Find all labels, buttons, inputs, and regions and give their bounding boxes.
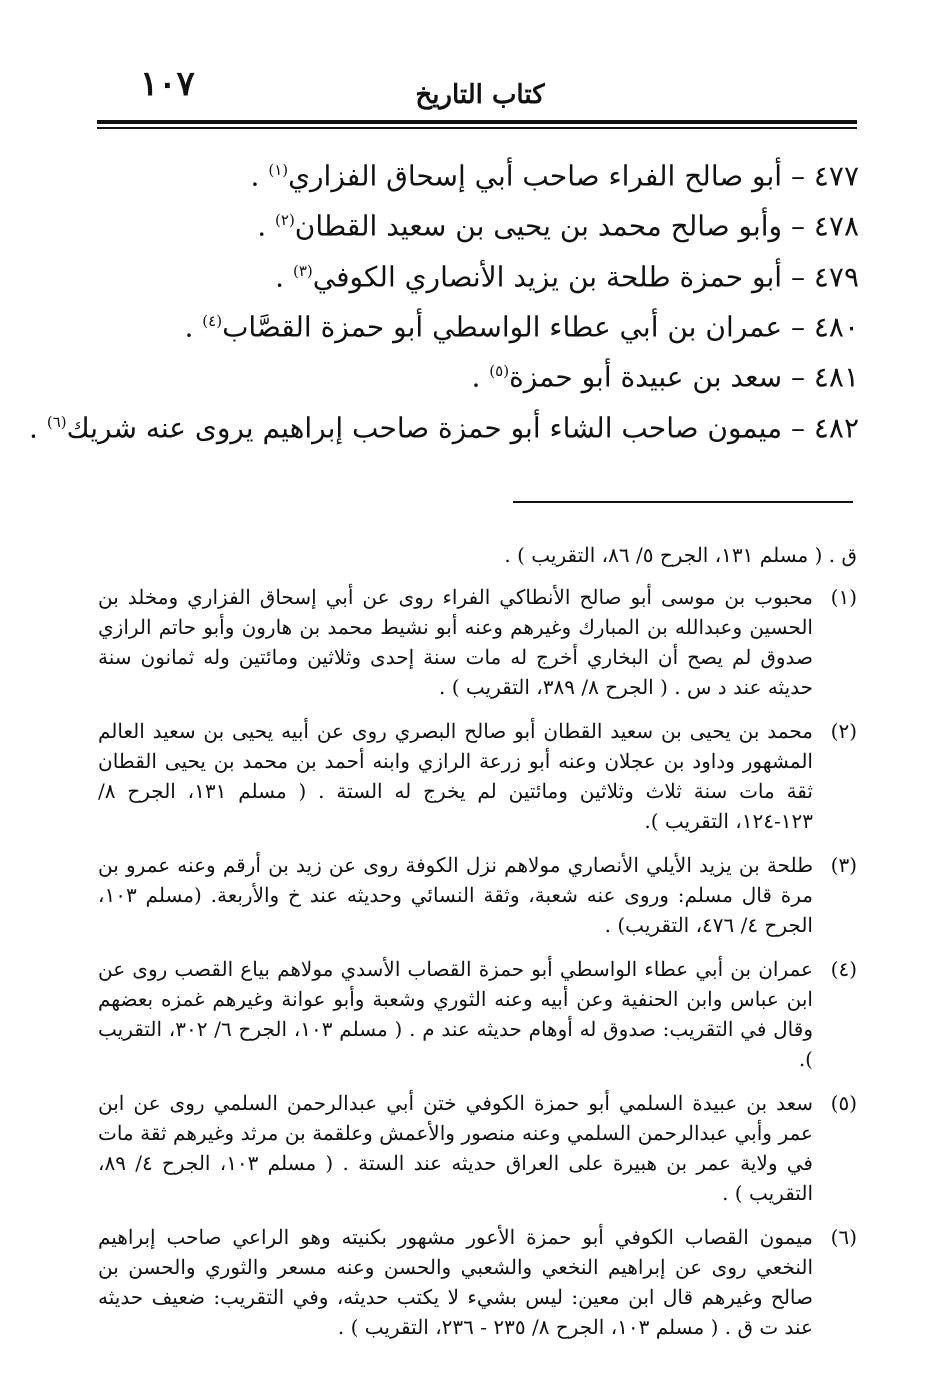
- footnote-text: محمد بن يحيى بن سعيد القطان أبو صالح البصري روى عن أبيه يحيى بن سعيد العالم المشهور وداود بن عجلان وعنه أبو زرعة الرازي وابنه أحمد بن محمد بن يحيى القطان ثقة مات سنة ثلاث وثلاثين ومائتين لم يخرج له الستة . ( مسلم ١٣١، الجرح ٨/ ١٢٣-١٢٤، التقريب ).: [98, 719, 813, 833]
- footnote-ref[interactable]: (٦): [46, 412, 67, 431]
- entry-text: أبو حمزة طلحة بن يزيد الأنصاري الكوفي: [312, 259, 783, 293]
- footnote-mark: (١): [830, 585, 857, 609]
- footnote-text: طلحة بن يزيد الأيلي الأنصاري مولاهم نزل الكوفة روى عن زيد بن أرقم وعنه عمرو بن مرة قال مسلم: وروى عنه شعبة، وثقة النسائي وحديثه عند خ والأربعة. (مسلم ١٠٣، الجرح ٤/ ٤٧٦، التقريب) .: [98, 853, 813, 937]
- footnote-ref[interactable]: (٥): [489, 362, 510, 381]
- footnote-5: [98, 1088, 857, 1208]
- entry-number: ٤٧٩: [813, 259, 859, 293]
- entry-text: أبو صالح الفراء صاحب أبي إسحاق الفزاري: [288, 159, 783, 193]
- entry-text: عمران بن أبي عطاء الواسطي أبو حمزة القصَّاب: [222, 310, 783, 344]
- header-rule-thin: [97, 127, 857, 129]
- footnote-6: [98, 1222, 857, 1342]
- entry-number: ٤٧٧: [813, 159, 859, 193]
- entry-482: ٤٨٢ – ميمون صاحب الشاء أبو حمزة صاحب إبراهيم يروى عنه شريك$^{(٦)}$ .: [29, 410, 859, 444]
- entry-number: ٤٨٠: [813, 310, 859, 344]
- header-rule-thick: [97, 120, 857, 124]
- footnote-mark: (٥): [830, 1091, 857, 1115]
- entry-text: وأبو صالح محمد بن يحيى بن سعيد القطان: [294, 209, 783, 243]
- page-number: ١٠٧: [140, 64, 195, 104]
- footnote-text: محبوب بن موسى أبو صالح الأنطاكي الفراء روى عن أبي إسحاق الفزاري ومخلد بن الحسين وعبدالله بن المبارك وغيرهم وعنه أبو نشيط محمد بن هارون وأبو حاتم الرازي صدوق لم يصح أن البخاري أخرج له مات سنة إحدى وثلاثين ومائتين وله ثمانون سنة حديثه عند د س . ( الجرح ٨/ ٣٨٩، التقريب ) .: [98, 585, 813, 699]
- footnote-mark: (٢): [830, 719, 857, 743]
- footnote-separator: [513, 501, 853, 503]
- footnote-text: عمران بن أبي عطاء الواسطي أبو حمزة القصاب الأسدي مولاهم بياع القصب روى عن ابن عباس وابن الحنفية وعن أبيه وعنه الثوري وشعبة وأبو عوانة وغيرهم غمزه بعضهم وقال في التقريب: صدوق له أوهام حديثه عند م . ( مسلم ١٠٣، الجرح ٦/ ٣٠٢، التقريب ).: [98, 957, 813, 1071]
- footnote-1: [98, 582, 857, 702]
- footnotes: [98, 540, 857, 1356]
- footnote-continuation: ق . ( مسلم ١٣١، الجرح ٥/ ٨٦، التقريب ) .: [504, 543, 857, 567]
- entry-number: ٤٨٢: [813, 410, 859, 444]
- footnote-ref[interactable]: (٣): [292, 261, 313, 280]
- entry-text: ميمون صاحب الشاء أبو حمزة صاحب إبراهيم يروى عنه شريك: [66, 410, 783, 444]
- entry-481: ٤٨١ – سعد بن عبيدة أبو حمزة$^{(٥)}$ .: [471, 360, 859, 394]
- entry-477: ٤٧٧ – أبو صالح الفراء صاحب أبي إسحاق الفزاري$^{(١)}$ .: [250, 159, 859, 193]
- footnote-3: [98, 850, 857, 940]
- entry-480: ٤٨٠ – عمران بن أبي عطاء الواسطي أبو حمزة القصَّاب$^{(٤)}$ .: [184, 310, 859, 344]
- footnote-mark: (٦): [830, 1225, 857, 1249]
- footnote-2: [98, 716, 857, 836]
- entry-list: [29, 148, 859, 450]
- footnote-text: سعد بن عبيدة السلمي أبو حمزة الكوفي ختن أبي عبدالرحمن السلمي روى عن ابن عمر وأبي عبدالرحمن السلمي وعنه منصور والأعمش وعلقمة بن مرثد وغيرهم ثقة مات في ولاية عمر بن هبيرة على العراق حديثه عند الستة . ( مسلم ١٠٣، الجرح ٤/ ٨٩، التقريب ) .: [98, 1091, 813, 1205]
- footnote-mark: (٤): [830, 957, 857, 981]
- footnote-ref[interactable]: (٤): [202, 311, 223, 330]
- entry-478: ٤٧٨ – وأبو صالح محمد بن يحيى بن سعيد القطان$^{(٢)}$ .: [257, 209, 859, 243]
- entry-number: ٤٨١: [813, 360, 859, 394]
- footnote-4: [98, 954, 857, 1074]
- entry-479: ٤٧٩ – أبو حمزة طلحة بن يزيد الأنصاري الكوفي$^{(٣)}$ .: [275, 259, 859, 293]
- entry-number: ٤٧٨: [813, 209, 859, 243]
- footnote-text: ميمون القصاب الكوفي أبو حمزة الأعور مشهور بكنيته وهو الراعي صاحب إبراهيم النخعي روى عن إبراهيم النخعي والشعبي والحسن وعنه مسعر والثوري والحسن بن صالح وغيرهم قال ابن معين: ليس بشيء لا يكتب حديثه، وفي التقريب: ضعيف حديثه عند ت ق . ( مسلم ١٠٣، الجرح ٨/ ٢٣٥ - ٢٣٦، التقريب ) .: [98, 1225, 813, 1339]
- footnote-mark: (٣): [830, 853, 857, 877]
- running-title: كتاب التاريخ: [415, 80, 545, 110]
- entry-text: سعد بن عبيدة أبو حمزة: [509, 360, 783, 394]
- footnote-ref[interactable]: (٢): [275, 211, 295, 230]
- footnote-ref[interactable]: (١): [268, 161, 289, 179]
